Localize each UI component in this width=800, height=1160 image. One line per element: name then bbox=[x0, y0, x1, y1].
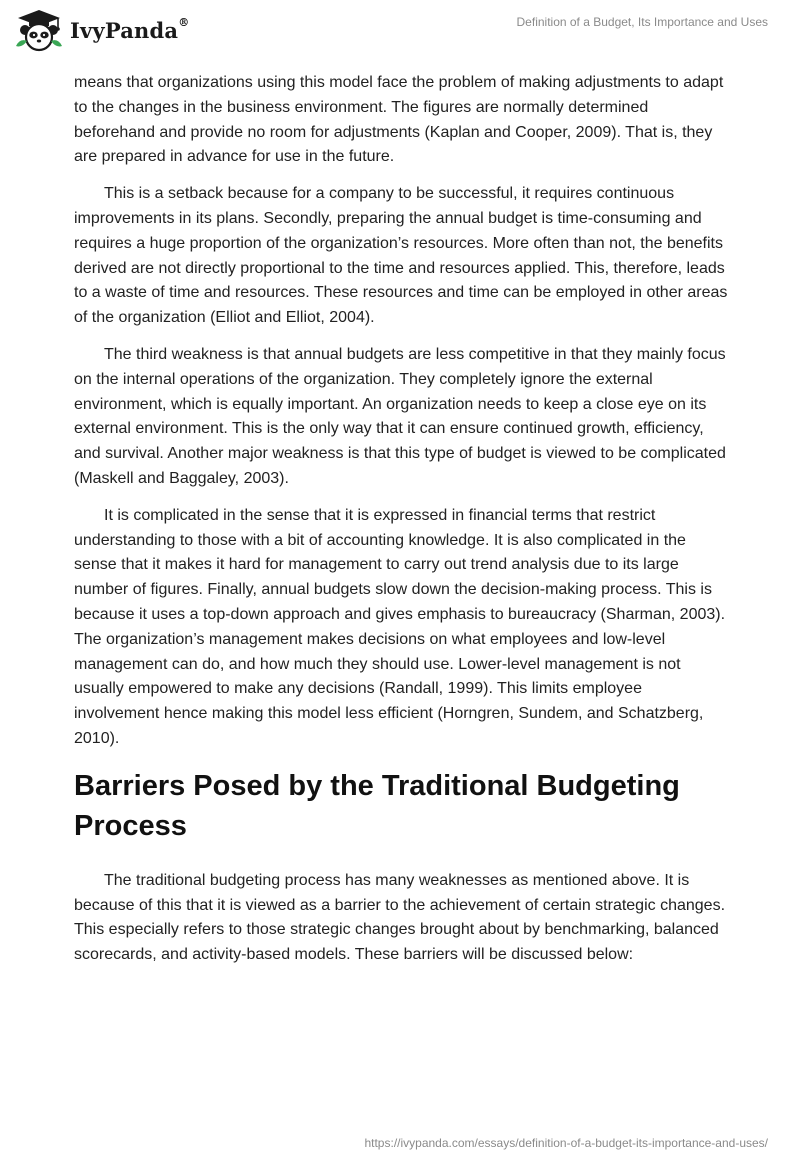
source-url[interactable]: https://ivypanda.com/essays/definition-of-a-budget-its-importance-and-uses/ bbox=[364, 1136, 768, 1150]
panda-graduate-icon bbox=[14, 8, 64, 52]
paragraph: The third weakness is that annual budgets are less competitive in that they mainly focus on the internal operations of the organization. They completely ignore the external environment, which is equally important. An organization needs to keep a close eye on its external environment. This is the only way that it can ensure continued growth, efficiency, and survival. Another major weakness is that this type of budget is viewed to be complicated (Maskell and Baggaley, 2003). bbox=[74, 345, 726, 487]
ivypanda-logo[interactable] bbox=[14, 8, 189, 52]
paragraph: This is a setback because for a company to be successful, it requires continuous improvements in its plans. Secondly, preparing the annual budget is time-consuming and requires a huge proportion of the organization’s resources. More often than not, the benefits derived are not directly proportional to the time and resources applied. This, therefore, leads to a waste of time and resources. These resources and time can be employed in other areas of the organization (Elliot and Elliot, 2004). bbox=[74, 185, 728, 327]
document-title: Definition of a Budget, Its Importance and Uses bbox=[516, 15, 768, 29]
page-header bbox=[0, 0, 800, 70]
paragraph: means that organizations using this model face the problem of making adjustments to adapt to the changes in the business environment. The figures are normally determined beforehand and provide no room for adjustments (Kaplan and Cooper, 2009). That is, they are prepared in advance for use in the future. bbox=[74, 74, 724, 166]
registered-mark: ® bbox=[178, 15, 190, 29]
paragraph: It is complicated in the sense that it is expressed in financial terms that restrict understanding to those with a bit of accounting knowledge. It is also complicated in the sense that it makes it hard for management to carry out trend analysis due to its large number of figures. Finally, annual budgets slow down the decision-making process. This is because it uses a top-down approach and gives emphasis to bureaucracy (Sharman, 2003). The organization’s management makes decisions on what employees and low-level management can do, and how much they should use. Lower-level management is not usually empowered to make any decisions (Randall, 1999). This limits employee involvement hence making this model less efficient (Horngren, Sundem, and Schatzberg, 2010). bbox=[74, 506, 726, 747]
section-heading: Barriers Posed by the Traditional Budgeting Process bbox=[74, 769, 680, 842]
paragraph: The traditional budgeting process has many weaknesses as mentioned above. It is because of this that it is viewed as a barrier to the achievement of certain strategic changes. This especially refers to those strategic changes brought about by benchmarking, balanced scorecards, and activity-based models. These barriers will be discussed below: bbox=[74, 871, 726, 964]
essay-content bbox=[74, 71, 728, 980]
brand-name: IvyPanda® bbox=[70, 15, 190, 43]
